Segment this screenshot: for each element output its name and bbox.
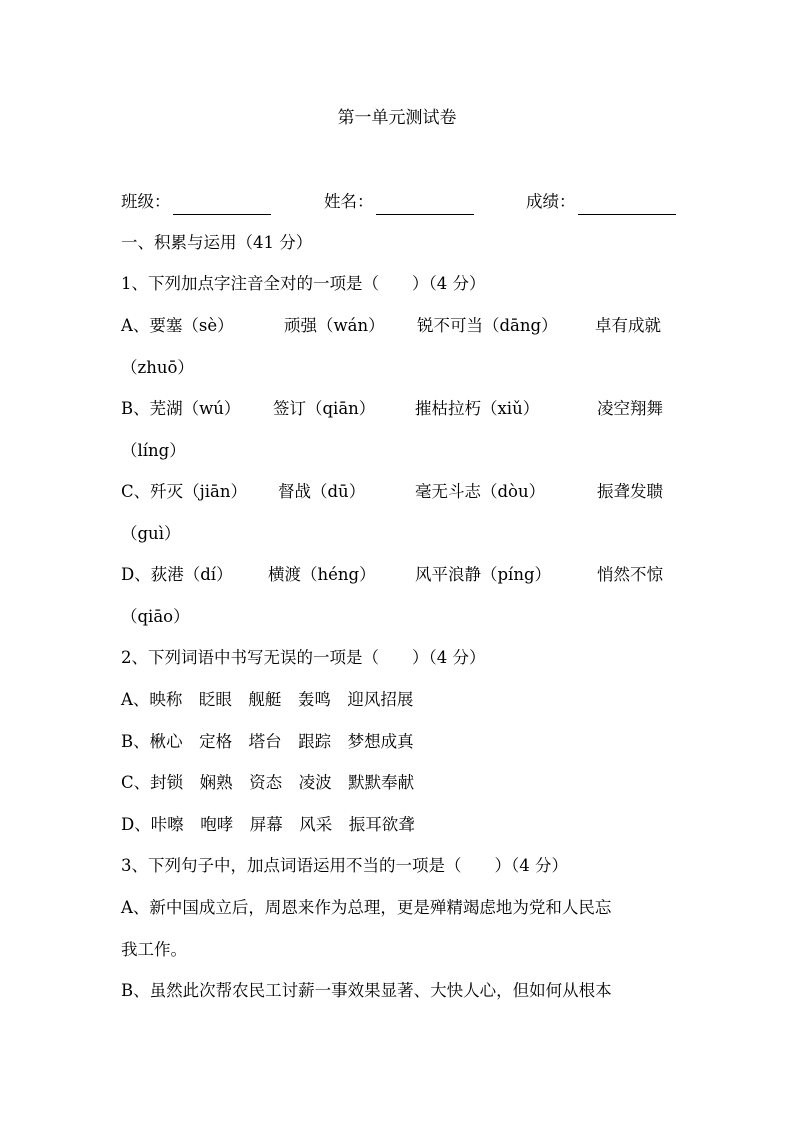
score-label: 成绩： — [526, 192, 576, 211]
name-label: 姓名： — [324, 192, 374, 211]
class-label: 班级： — [121, 192, 171, 211]
q1-a-item-1: A、要塞（sè） — [121, 316, 234, 335]
q2-option-a: A、映称 眨眼 舰艇 轰鸣 迎风招展 — [121, 690, 414, 709]
q1-c-item-3: 毫无斗志（dòu） — [415, 482, 546, 501]
q3-option-a-wrap: 我工作。 — [121, 940, 187, 959]
q1-b-item-4: 凌空翔舞 — [597, 399, 663, 418]
name-field — [324, 189, 474, 215]
question-2-stem: 2、下列词语中书写无误的一项是（ ）（4 分） — [121, 648, 486, 667]
q1-option-b-wrap: （líng） — [121, 441, 186, 460]
q3-option-b: B、虽然此次帮农民工讨薪一事效果显著、大快人心，但如何从根本 — [121, 981, 612, 1000]
q2-option-c: C、封锁 娴熟 资态 凌波 默默奉献 — [121, 773, 415, 792]
q1-option-d-wrap: （qiāo） — [121, 607, 190, 626]
q1-option-a-wrap: （zhuō） — [121, 358, 194, 377]
q1-a-item-3: 锐不可当（dāng） — [417, 316, 558, 335]
q1-b-item-1: B、芜湖（wú） — [121, 399, 241, 418]
q1-d-item-3: 风平浪静（píng） — [415, 565, 552, 584]
class-blank[interactable] — [173, 194, 271, 215]
page-title: 第一单元测试卷 — [337, 108, 457, 128]
score-field — [526, 189, 676, 215]
q3-option-a: A、新中国成立后，周恩来作为总理，更是殚精竭虑地为党和人民忘 — [121, 898, 612, 917]
q1-c-item-4: 振聋发聩 — [597, 482, 663, 501]
question-3-stem: 3、下列句子中，加点词语运用不当的一项是（ ）（4 分） — [121, 856, 568, 875]
q2-option-d: D、咔嚓 咆哮 屏幕 风采 振耳欲聋 — [121, 815, 415, 834]
class-field — [121, 189, 271, 215]
q1-b-item-3: 摧枯拉朽（xiǔ） — [415, 399, 540, 418]
q1-a-item-4: 卓有成就 — [595, 316, 661, 335]
q1-b-item-2: 签订（qiān） — [273, 399, 376, 418]
q1-c-item-2: 督战（dū） — [278, 482, 366, 501]
q1-a-item-2: 顽强（wán） — [284, 316, 385, 335]
q2-option-b: B、楸心 定格 塔台 跟踪 梦想成真 — [121, 732, 414, 751]
q1-c-item-1: C、歼灭（jiān） — [121, 482, 247, 501]
section-heading: 一、积累与运用（41 分） — [121, 233, 313, 252]
q1-d-item-4: 悄然不惊 — [597, 565, 663, 584]
name-blank[interactable] — [376, 194, 474, 215]
q1-d-item-1: D、荻港（dí） — [121, 565, 233, 584]
score-blank[interactable] — [578, 194, 676, 215]
q1-option-c-wrap: （guì） — [121, 524, 181, 543]
question-1-stem: 1、下列加点字注音全对的一项是（ ）（4 分） — [121, 274, 486, 293]
q1-d-item-2: 横渡（héng） — [268, 565, 376, 584]
